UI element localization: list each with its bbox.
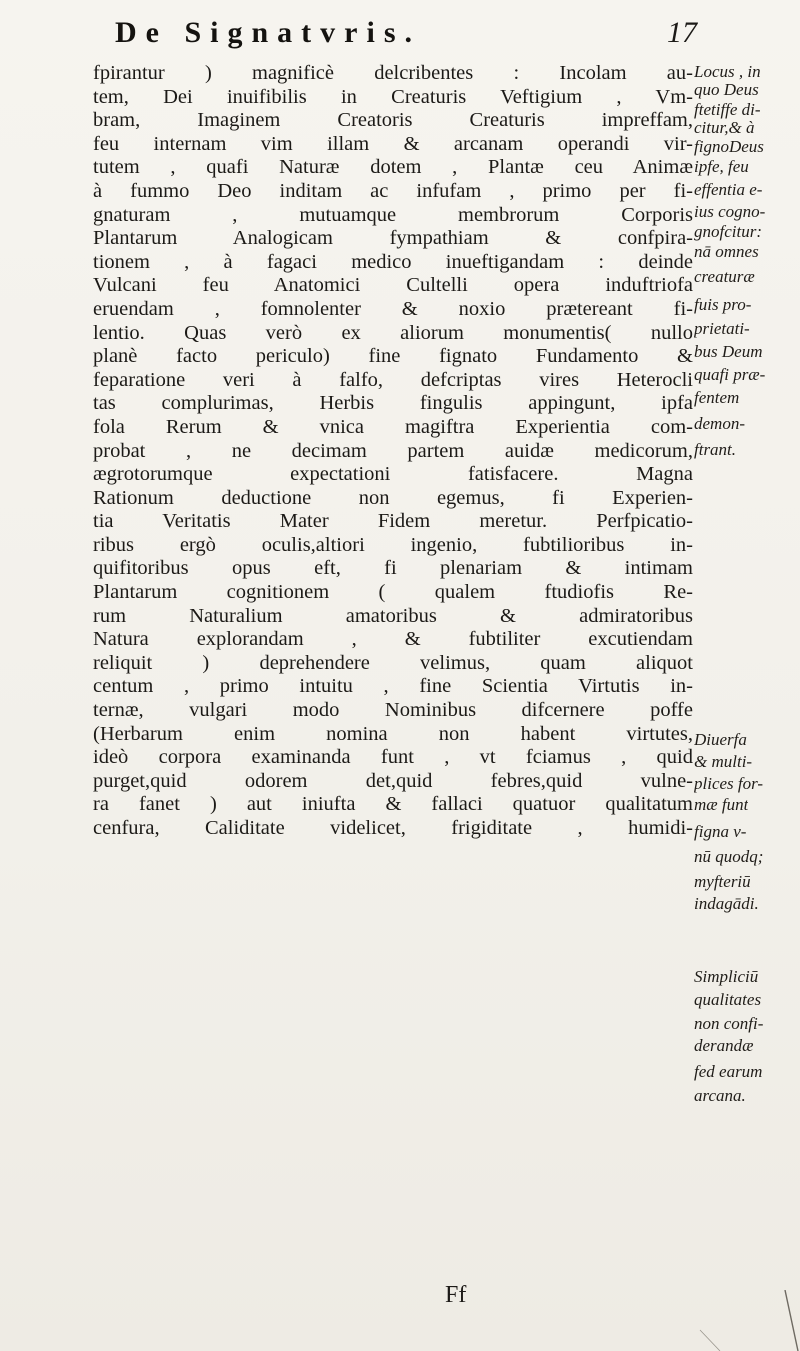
text-line: ideò corpora examinanda funt , vt fciamus , quid <box>93 746 693 769</box>
margin-note-line: fentem <box>694 388 740 407</box>
text-line: centum , primo intuitu , fine Scientia Virtutis in- <box>93 675 693 698</box>
text-line: tutem , quafi Naturæ dotem , Plantæ ceu Animæ <box>93 156 693 179</box>
text-line: tas complurimas, Herbis fingulis appingunt, ipfa <box>93 392 693 415</box>
text-line: ra fanet ) aut iniufta & fallaci quatuor qualitatum <box>93 793 693 816</box>
margin-note-line: prietati- <box>694 319 750 338</box>
text-line: feparatione veri à falfo, defcriptas vires Heterocli <box>93 368 693 391</box>
paper-crease-mark <box>690 1290 800 1351</box>
text-line: ternæ, vulgari modo Nominibus difcernere poffe <box>93 699 693 722</box>
margin-note-line: mæ funt <box>694 795 749 814</box>
margin-note-line: quafi præ- <box>694 365 766 384</box>
margin-note-line: Diuerfa <box>694 730 747 749</box>
margin-note-line: arcana. <box>694 1086 746 1105</box>
margin-note-line: Simpliciū <box>694 967 759 986</box>
page-number: 17 <box>667 16 697 49</box>
margin-note-line: Locus , in <box>694 62 761 81</box>
text-line: tionem , à fagaci medico inueftigandam : deinde <box>93 250 693 273</box>
text-line: Plantarum Analogicam fympathiam & confpira- <box>93 227 693 250</box>
text-line: rum Naturalium amatoribus & admiratoribus <box>93 604 693 627</box>
text-line: lentio. Quas verò ex aliorum monumentis( nullo <box>93 321 693 344</box>
margin-note-line: qualitates <box>694 990 762 1009</box>
margin-note-line: ftrant. <box>694 440 737 459</box>
margin-note-line: & multi- <box>694 752 753 771</box>
margin-note-line: ius cogno- <box>694 202 766 221</box>
signature-mark: Ff <box>445 1282 467 1308</box>
text-line: purget,quid odorem det,quid febres,quid vulne- <box>93 769 693 792</box>
margin-note-line: nū quodq; <box>694 847 764 866</box>
margin-note-line: figna v- <box>694 822 747 841</box>
text-line: tia Veritatis Mater Fidem meretur. Perfpicatio- <box>93 510 693 533</box>
margin-note-line: nā omnes <box>694 242 759 261</box>
margin-note-line: bus Deum <box>694 342 763 361</box>
text-line: ægrotorumque expectationi fatisfacere. Magna <box>93 463 693 486</box>
text-line: planè facto periculo) fine fignato Fundamento & <box>93 345 693 368</box>
margin-note-line: myfteriū <box>694 872 751 891</box>
text-line: tem, Dei inuifibilis in Creaturis Veftigium , Vm- <box>93 85 693 108</box>
margin-note-line: ipfe, feu <box>694 157 749 176</box>
margin-note-line: plices for- <box>694 774 764 793</box>
text-line: bram, Imaginem Creatoris Creaturis impreffam, <box>93 109 693 132</box>
page-header <box>0 14 800 60</box>
text-line: (Herbarum enim nomina non habent virtutes, <box>93 722 693 745</box>
margin-note-line: quo Deus <box>694 80 759 99</box>
margin-note-line: indagādi. <box>694 894 759 913</box>
main-text-column <box>93 62 693 841</box>
margin-note-line: fuis pro- <box>694 295 752 314</box>
text-line: Vulcani feu Anatomici Cultelli opera induftriofa <box>93 274 693 297</box>
running-title: De Signatvris. <box>115 16 421 49</box>
text-line: Rationum deductione non egemus, fi Experien- <box>93 486 693 509</box>
text-line: probat , ne decimam partem auidæ medicorum, <box>93 439 693 462</box>
text-line: fpirantur ) magnificè delcribentes : Incolam au- <box>93 62 693 84</box>
text-line: Plantarum cognitionem ( qualem ftudiofis Re- <box>93 581 693 604</box>
text-line: ribus ergò oculis,altiori ingenio, fubtilioribus in- <box>93 533 693 556</box>
text-line: Natura explorandam , & fubtiliter excutiendam <box>93 628 693 651</box>
text-line: cenfura, Caliditate videlicet, frigiditate , humidi- <box>93 817 693 839</box>
margin-note-line: derandæ <box>694 1036 754 1055</box>
text-line: à fummo Deo inditam ac infufam , primo per fi- <box>93 179 693 202</box>
text-line: feu internam vim illam & arcanam operandi vir- <box>93 132 693 155</box>
text-line: fola Rerum & vnica magiftra Experientia com- <box>93 415 693 438</box>
text-line: gnaturam , mutuamque membrorum Corporis <box>93 203 693 226</box>
margin-note-line: ftetiffe di- <box>694 100 761 119</box>
text-line: eruendam , fomnolenter & noxio prætereant fi- <box>93 297 693 320</box>
margin-note-line: fed earum <box>694 1062 763 1081</box>
margin-note-line: gnofcitur: <box>694 222 762 241</box>
text-line: reliquit ) deprehendere velimus, quam aliquot <box>93 651 693 674</box>
margin-note-line: citur,& à <box>694 118 755 137</box>
margin-note-line: demon- <box>694 414 745 433</box>
margin-note-line: fignoDeus <box>694 137 764 156</box>
margin-note-line: effentia e- <box>694 180 763 199</box>
margin-note-line: creaturæ <box>694 267 755 286</box>
margin-note-line: non confi- <box>694 1014 764 1033</box>
text-line: quifitoribus opus eft, fi plenariam & intimam <box>93 557 693 580</box>
